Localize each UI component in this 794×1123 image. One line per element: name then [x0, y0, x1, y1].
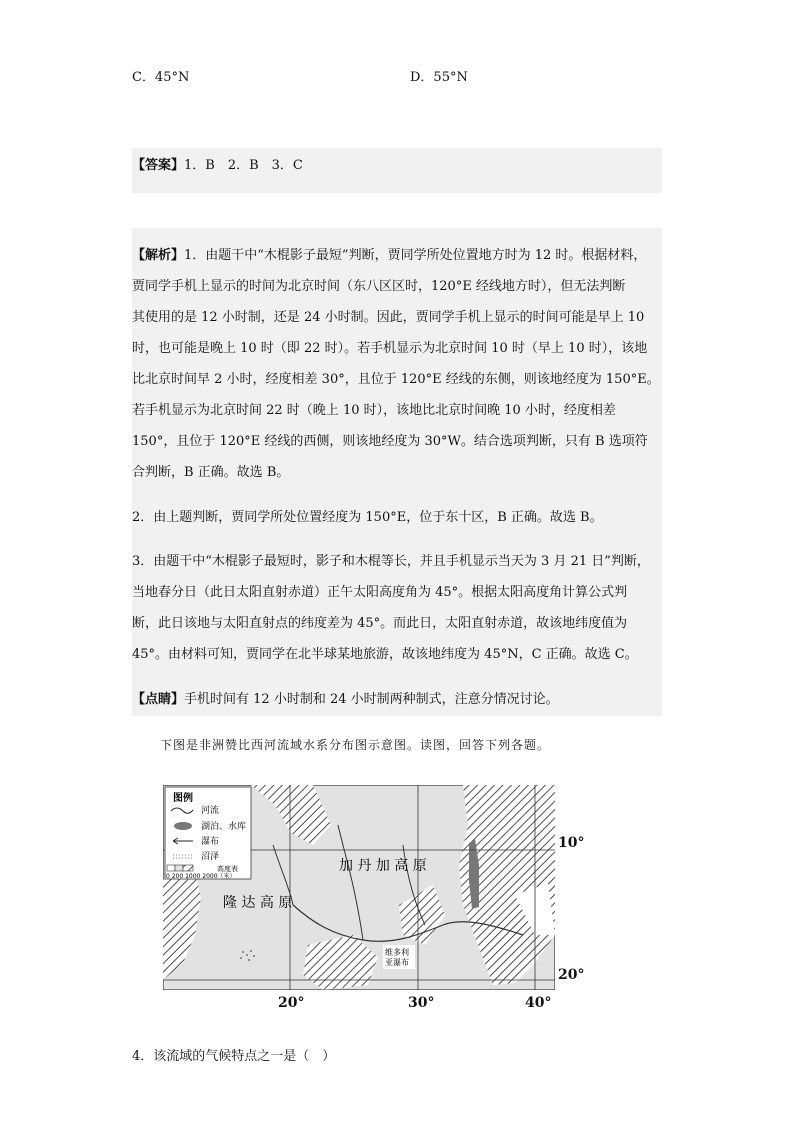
- legend-item-river: 河流: [201, 806, 220, 816]
- option-c: C．45°N: [132, 70, 190, 85]
- analysis-line: 当地春分日（此日太阳直射赤道）正午太阳高度角为 45°。根据太阳高度角计算公式判: [132, 585, 628, 600]
- analysis-line: 时，也可能是晚上 10 时（即 22 时）。若手机显示为北京时间 10 时（早上 10 时），该地: [132, 341, 648, 356]
- analysis-line: 合判断，B 正确。故选 B。: [132, 465, 290, 480]
- answer-label: 【答案】: [132, 158, 185, 173]
- analysis-p1: [132, 240, 662, 488]
- analysis-line: 断，此日该地与太阳直射点的纬度差为 45°。而此日，太阳直射赤道，故该地纬度值为: [132, 616, 628, 631]
- scale-swatch-3: [183, 865, 193, 871]
- legend-item-lake: 湖泊、水库: [201, 822, 247, 832]
- question-4: 4．该流域的气候特点之一是（ ）: [132, 1049, 336, 1064]
- scale-values: 0 200 1000 2000（米）: [166, 873, 236, 880]
- tip-label: 【点睛】: [132, 692, 185, 707]
- tip-line: [132, 684, 662, 715]
- scale-label: 高度表: [217, 865, 238, 873]
- lake-legend-icon: [174, 822, 192, 830]
- analysis-line: 贾同学手机上显示的时间为北京时间（东八区区时，120°E 经线地方时），但无法判断: [132, 279, 626, 294]
- analysis-line: 比北京时间早 2 小时，经度相差 30°，且位于 120°E 经线的东侧，则该地经度为 150°E。: [132, 372, 660, 387]
- analysis-p3: [132, 546, 662, 670]
- analysis-line: 其使用的是 12 小时制，还是 24 小时制。因此，贾同学手机上显示的时间可能是早上 10: [132, 310, 645, 325]
- analysis-line: 45°。由材料可知，贾同学在北半球某地旅游，故该地纬度为 45°N，C 正确。故选 C。: [132, 647, 638, 662]
- lat-label-10: 10°: [558, 835, 585, 851]
- scale-swatch-2: [175, 865, 183, 871]
- region-lunda: 隆 达 高 原: [223, 895, 293, 911]
- scale-swatch-1: [167, 865, 175, 871]
- lon-label-20: 20°: [278, 995, 305, 1011]
- analysis-line: 若手机显示为北京时间 22 时（晚上 10 时），该地比北京时间晚 10 小时，经度相差: [132, 403, 616, 418]
- legend-title: 图例: [173, 793, 193, 804]
- answer-line: [132, 150, 662, 181]
- analysis-label: 【解析】: [132, 248, 185, 263]
- lon-label-40: 40°: [525, 995, 552, 1011]
- analysis-p2: 2．由上题判断，贾同学所处位置经度为 150°E，位于东十区，B 正确。故选 B。: [132, 510, 603, 525]
- analysis-line: 【解析】1．由题干中“木棍影子最短”判断，贾同学所处位置地方时为 12 时。根据材料，: [132, 248, 647, 263]
- tip-text: 手机时间有 12 小时制和 24 小时制两种制式，注意分情况讨论。: [184, 692, 559, 707]
- zambezi-map: [163, 785, 555, 990]
- lon-label-30: 30°: [408, 995, 435, 1011]
- analysis-line: 3．由题干中“木棍影子最短时，影子和木棍等长，并且手机显示当天为 3 月 21 日”判断，: [132, 554, 650, 569]
- region-katanga: 加 丹 加 高 原: [339, 858, 427, 874]
- falls-label-2: 亚瀑布: [385, 958, 409, 967]
- map-intro: 下图是非洲赞比西河流域水系分布图示意图。读图，回答下列各题。: [160, 738, 551, 752]
- legend-item-falls: 瀑布: [201, 837, 220, 847]
- falls-label-1: 维多利: [385, 948, 409, 957]
- legend-item-swamp: 沼泽: [201, 852, 220, 862]
- answer-text: 1．B 2．B 3．C: [184, 158, 303, 173]
- option-d: D．55°N: [410, 70, 468, 85]
- analysis-line: 150°，且位于 120°E 经线的西侧，则该地经度为 30°W。结合选项判断，只有 B 选项符: [132, 434, 648, 449]
- lat-label-20: 20°: [558, 967, 585, 983]
